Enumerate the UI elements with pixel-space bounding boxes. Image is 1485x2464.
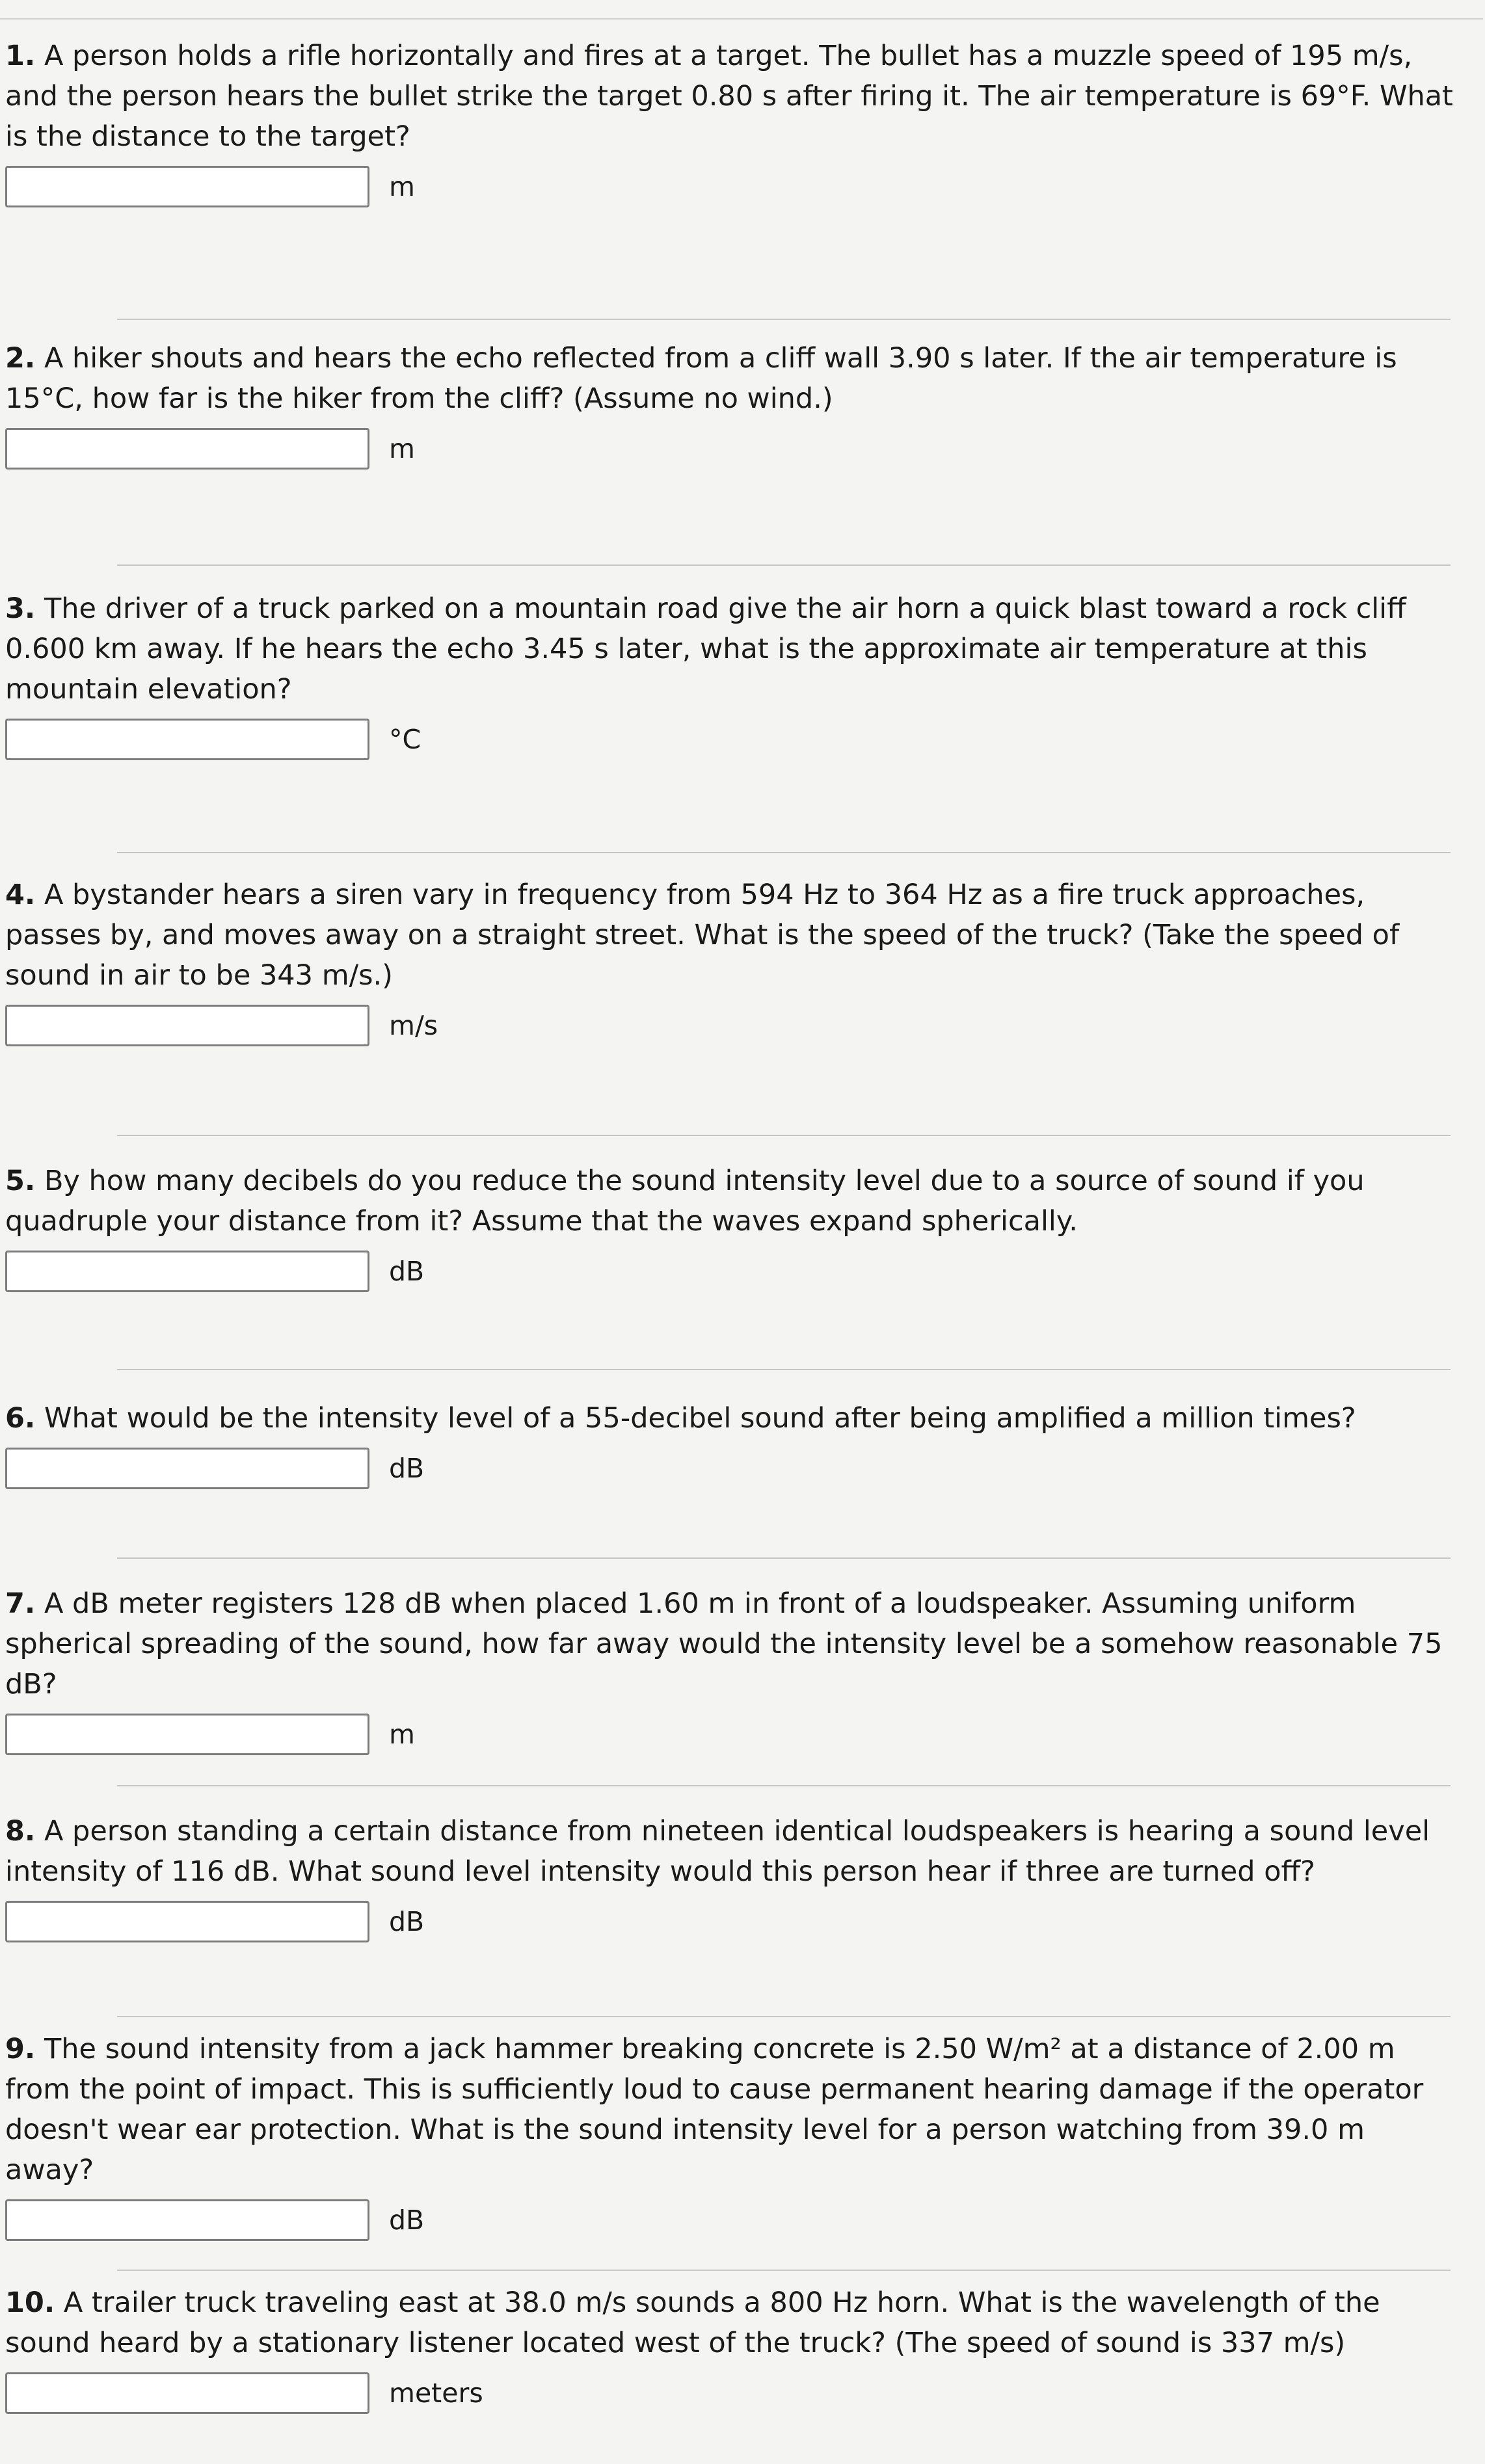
question-9-unit: dB	[389, 2205, 425, 2236]
question-2-prompt: A hiker shouts and hears the echo reflected from a cliff wall 3.90 s later. If the air temperature is 15°C, how far is the hiker from the cliff? (Assume no wind.)	[5, 342, 1397, 415]
question-5-answer-row	[0, 1251, 1457, 1292]
divider	[117, 1785, 1451, 1786]
question-4-prompt: A bystander hears a siren vary in frequency from 594 Hz to 364 Hz as a fire truck approaches, passes by, and moves away on a straight street. What is the speed of the truck? (Take the speed of sound in air to be 343 m/s.)	[5, 879, 1400, 992]
question-10-number: 10.	[5, 2286, 55, 2319]
question-6-answer-input[interactable]	[5, 1448, 369, 1489]
divider	[117, 319, 1451, 320]
divider	[117, 2270, 1451, 2271]
question-1-answer-row	[0, 166, 1457, 207]
question-10-prompt: A trailer truck traveling east at 38.0 m/s sounds a 800 Hz horn. What is the wavelength of the sound heard by a stationary listener located west of the truck? (The speed of sound is 337 m/s)	[5, 2286, 1380, 2359]
question-4-unit: m/s	[389, 1010, 438, 1041]
question-1-number: 1.	[5, 40, 36, 72]
divider	[117, 1135, 1451, 1136]
question-8-text	[0, 1811, 1457, 1892]
question-10-answer-input[interactable]	[5, 2372, 369, 2414]
question-9-number: 9.	[5, 2033, 36, 2065]
question-6-unit: dB	[389, 1453, 425, 1484]
question-1-unit: m	[389, 171, 415, 202]
question-8-answer-input[interactable]	[5, 1901, 369, 1942]
question-8	[0, 1811, 1457, 1942]
top-divider	[0, 18, 1483, 20]
question-4-text	[0, 875, 1457, 996]
question-2-unit: m	[389, 433, 415, 464]
question-10-unit: meters	[389, 2378, 483, 2409]
question-9-answer-input[interactable]	[5, 2199, 369, 2241]
divider	[117, 1557, 1451, 1559]
question-6-number: 6.	[5, 1402, 36, 1435]
question-8-number: 8.	[5, 1815, 36, 1848]
question-2	[0, 338, 1457, 470]
question-7-text	[0, 1583, 1457, 1704]
question-5-text	[0, 1161, 1457, 1241]
question-5-number: 5.	[5, 1165, 36, 1197]
question-4-answer-input[interactable]	[5, 1005, 369, 1046]
question-3-answer-row	[0, 719, 1457, 760]
question-8-prompt: A person standing a certain distance from nineteen identical loudspeakers is hearing a sound level intensity of 116 dB. What sound level intensity would this person hear if three are turned off?	[5, 1815, 1430, 1888]
question-8-unit: dB	[389, 1906, 425, 1937]
divider	[117, 852, 1451, 853]
question-9-text	[0, 2029, 1457, 2190]
question-6-text	[0, 1398, 1457, 1438]
question-1-answer-input[interactable]	[5, 166, 369, 207]
question-3-prompt: The driver of a truck parked on a mountain road give the air horn a quick blast toward a rock cliff 0.600 km away. If he hears the echo 3.45 s later, what is the approximate air temperature at this mountain elevation?	[5, 592, 1406, 706]
question-7-answer-input[interactable]	[5, 1714, 369, 1755]
question-2-answer-row	[0, 428, 1457, 470]
question-3-text	[0, 589, 1457, 709]
question-10-answer-row	[0, 2372, 1457, 2414]
question-4-number: 4.	[5, 879, 36, 911]
question-1	[0, 36, 1457, 207]
question-4-answer-row	[0, 1005, 1457, 1046]
question-9-prompt: The sound intensity from a jack hammer breaking concrete is 2.50 W/m² at a distance of 2.00 m from the point of impact. This is sufficiently loud to cause permanent hearing damage if the operator doesn't wear ear protection. What is the sound intensity level for a person watching from 39.0 m away?	[5, 2033, 1424, 2186]
question-7-unit: m	[389, 1719, 415, 1750]
divider	[117, 1369, 1451, 1370]
question-6-prompt: What would be the intensity level of a 55-decibel sound after being amplified a million times?	[44, 1402, 1356, 1435]
question-7	[0, 1583, 1457, 1755]
question-7-number: 7.	[5, 1587, 36, 1620]
question-5	[0, 1161, 1457, 1292]
question-3	[0, 589, 1457, 760]
question-5-unit: dB	[389, 1256, 425, 1287]
divider	[117, 564, 1451, 566]
question-1-text	[0, 36, 1457, 157]
question-9	[0, 2029, 1457, 2241]
question-4	[0, 875, 1457, 1046]
question-3-number: 3.	[5, 592, 36, 625]
question-8-answer-row	[0, 1901, 1457, 1942]
question-1-prompt: A person holds a rifle horizontally and fires at a target. The bullet has a muzzle speed of 195 m/s, and the person hears the bullet strike the target 0.80 s after firing it. The air temperature is 69°F. What is the distance to the target?	[5, 40, 1453, 153]
question-7-prompt: A dB meter registers 128 dB when placed 1.60 m in front of a loudspeaker. Assuming uniform spherical spreading of the sound, how far away would the intensity level be a somehow reasonable 75 dB?	[5, 1587, 1443, 1701]
question-10-text	[0, 2283, 1457, 2363]
question-2-number: 2.	[5, 342, 36, 375]
question-6	[0, 1398, 1457, 1489]
question-3-unit: °C	[389, 724, 421, 755]
question-3-answer-input[interactable]	[5, 719, 369, 760]
question-7-answer-row	[0, 1714, 1457, 1755]
question-10	[0, 2283, 1457, 2414]
question-5-answer-input[interactable]	[5, 1251, 369, 1292]
divider	[117, 2016, 1451, 2017]
question-5-prompt: By how many decibels do you reduce the sound intensity level due to a source of sound if you quadruple your distance from it? Assume that the waves expand spherically.	[5, 1165, 1365, 1238]
question-9-answer-row	[0, 2199, 1457, 2241]
question-2-text	[0, 338, 1457, 419]
question-2-answer-input[interactable]	[5, 428, 369, 470]
question-6-answer-row	[0, 1448, 1457, 1489]
